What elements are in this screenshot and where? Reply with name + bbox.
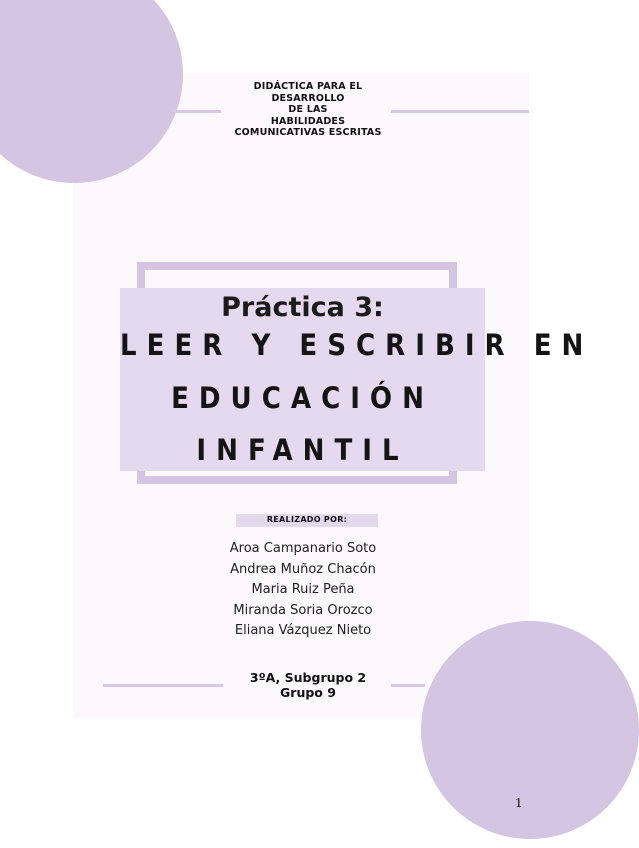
subject-line: HABILIDADES [270, 115, 346, 127]
group-info [203, 670, 413, 700]
author-list [193, 539, 413, 642]
decorative-circle-bottom-right [421, 621, 639, 839]
credits-label: REALIZADO POR: [266, 515, 348, 524]
practice-number: Práctica 3: [221, 292, 384, 323]
author-name: Maria Ruiz Peña [251, 582, 355, 597]
headline-line-2: EDUCACIÓN [171, 381, 434, 415]
subject-line: DIDÁCTICA PARA EL [253, 81, 363, 92]
author-name: Aroa Campanario Soto [229, 541, 377, 556]
group-line-1: 3ºA, Subgrupo 2 [249, 670, 367, 685]
author-name: Miranda Soria Orozco [233, 602, 373, 618]
subject-line: DE LAS [288, 104, 328, 115]
subject-line: DESARROLLO [271, 92, 345, 104]
author-name: Andrea Muñoz Chacón [230, 561, 376, 577]
page-number: 1 [515, 796, 523, 810]
headline-line-3: INFANTIL [196, 433, 409, 467]
divider-line-top-right [391, 110, 529, 113]
cover-page [73, 73, 594, 718]
course-subject [223, 81, 393, 139]
divider-line-top-left [173, 110, 221, 113]
decorative-circle-top-left [0, 0, 183, 183]
group-line-2: Grupo 9 [280, 685, 336, 700]
title-box [120, 288, 594, 471]
author-name: Eliana Vázquez Nieto [234, 623, 372, 638]
headline-line-1: LEER Y ESCRIBIR EN [120, 328, 594, 362]
subject-line: COMUNICATIVAS ESCRITAS [234, 127, 382, 138]
